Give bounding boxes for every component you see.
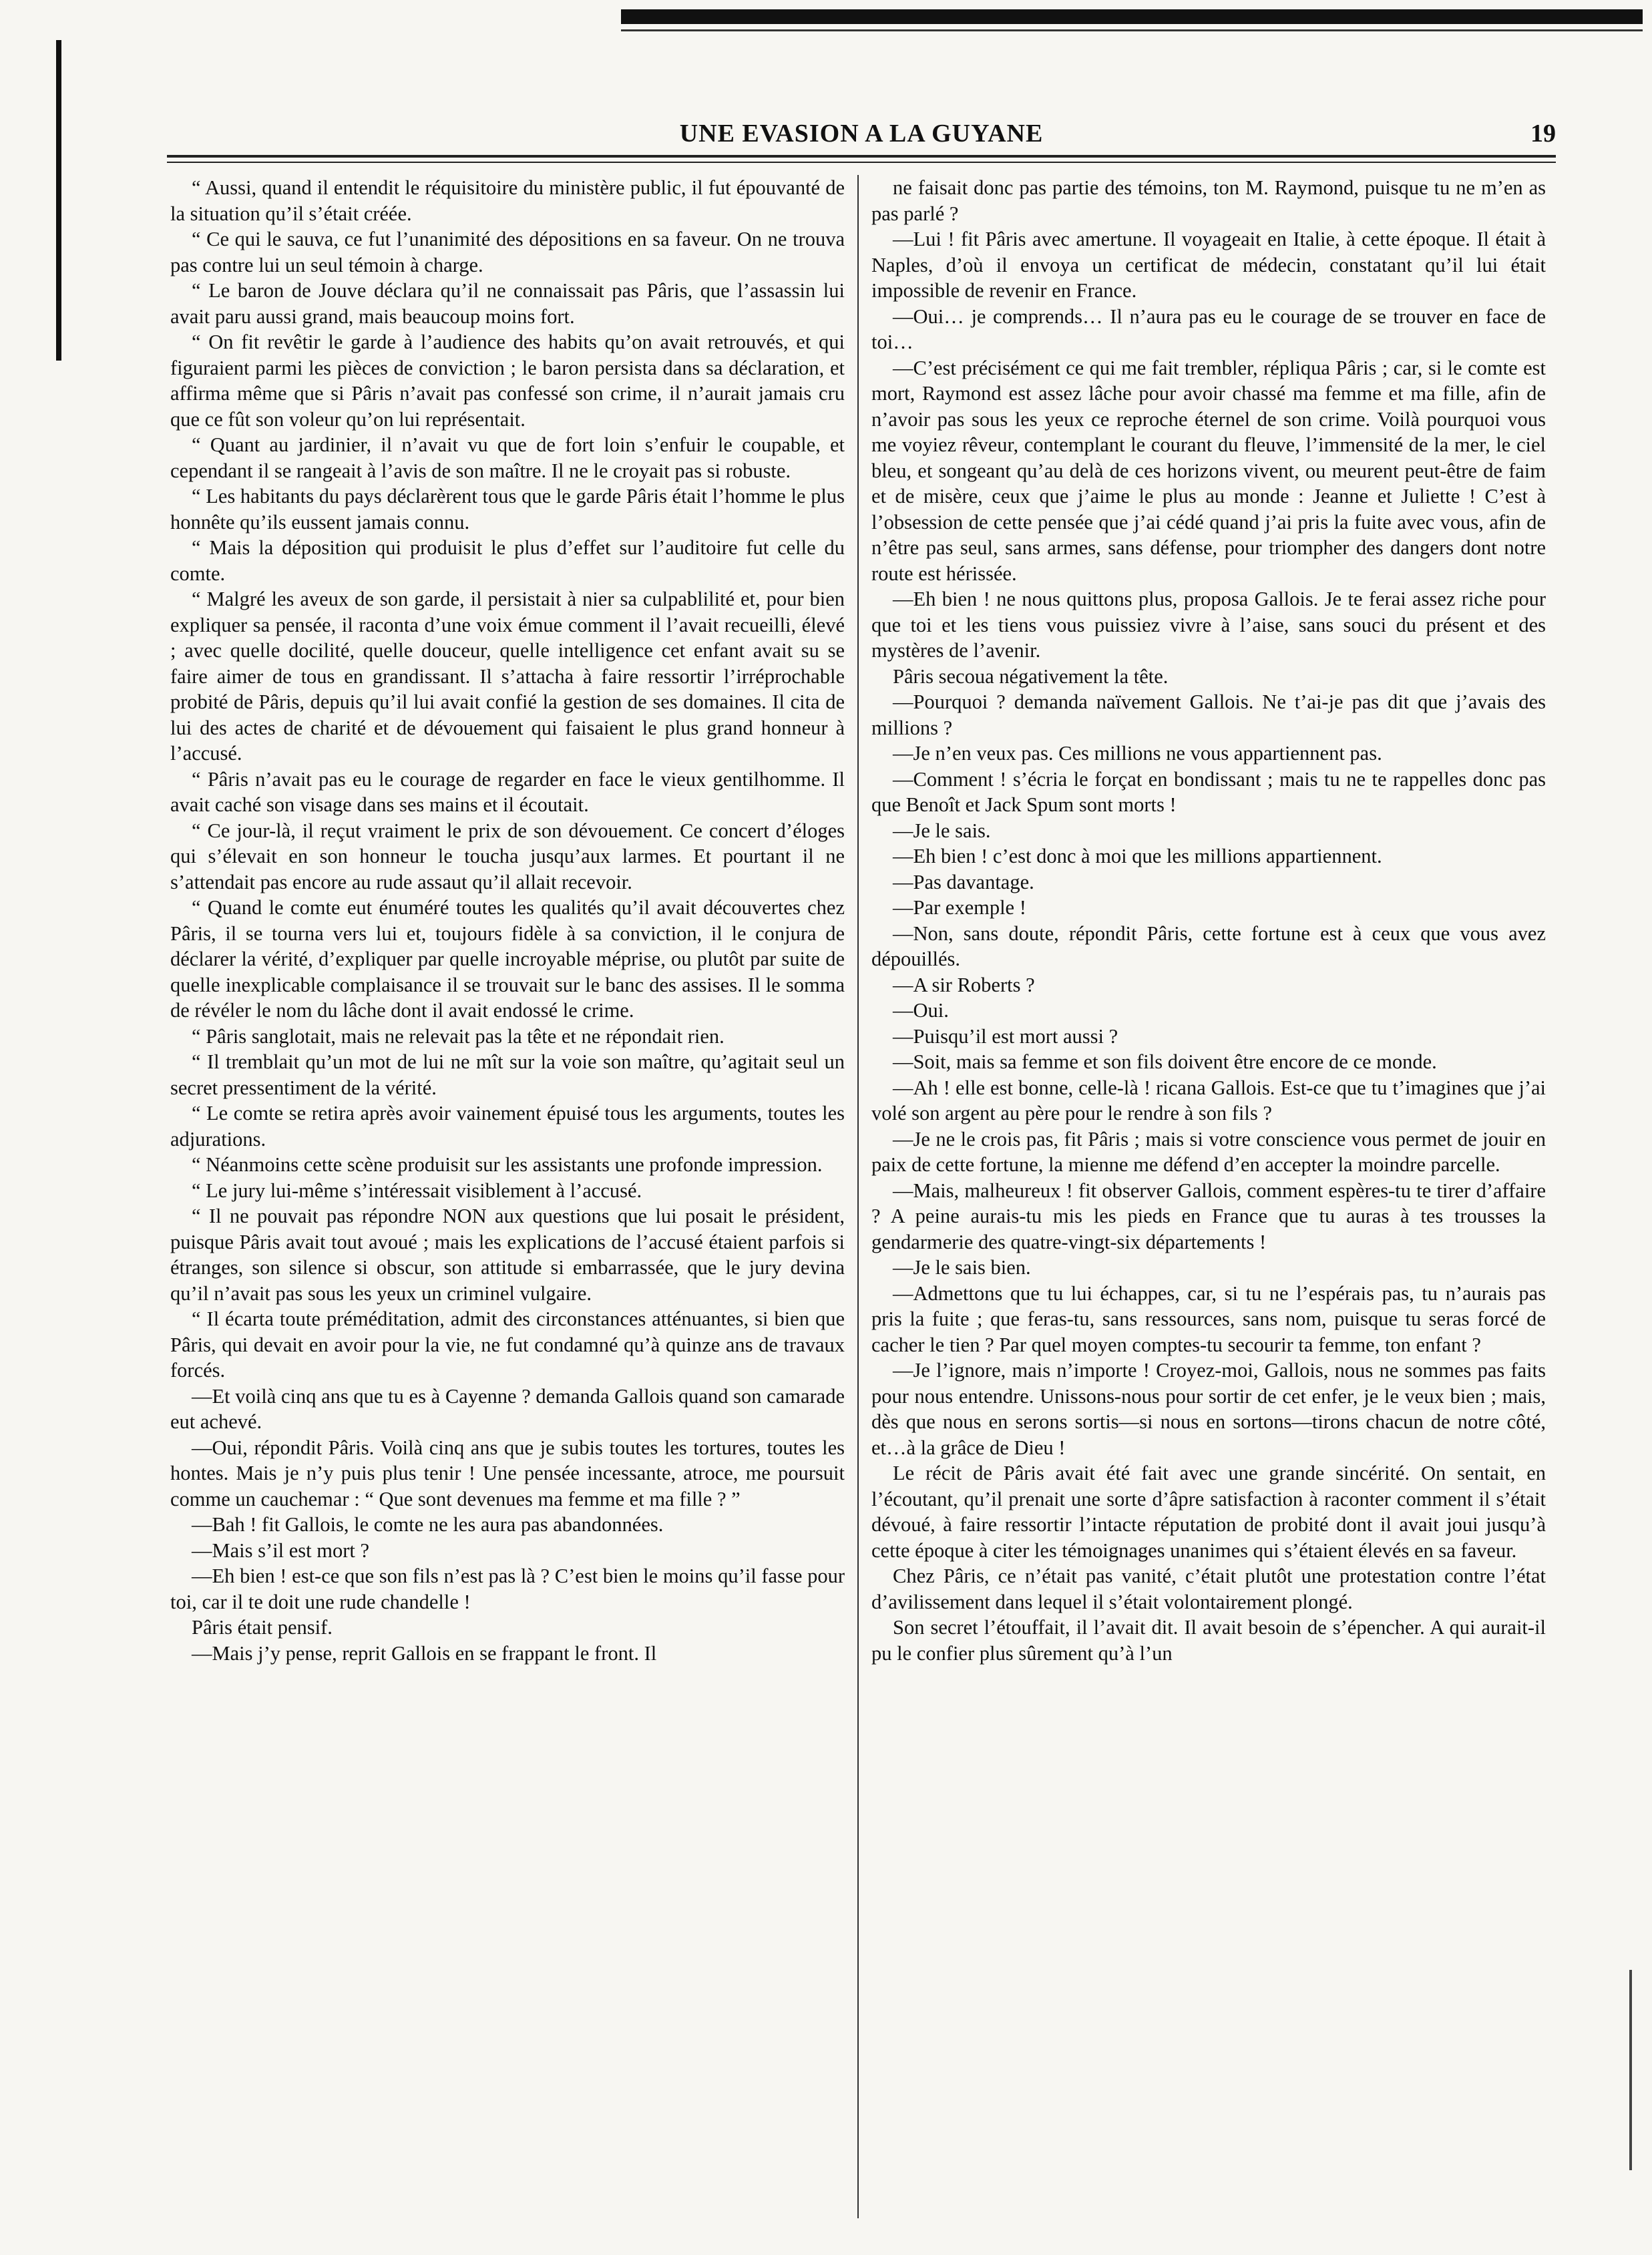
paragraph: —Oui, répondit Pâris. Voilà cinq ans que je subis toutes les tortures, toutes les hontes. Mais je n’y puis plus tenir ! Une pensée incessante, atroce, me poursuit comme un cauchemar : “ Que sont devenues ma femme et ma fille ? ” bbox=[170, 1436, 845, 1510]
paragraph: “ Néanmoins cette scène produisit sur les assistants une profonde impression. bbox=[192, 1153, 823, 1176]
top-border-bar bbox=[621, 9, 1643, 24]
paragraph: —Oui. bbox=[893, 999, 949, 1022]
paragraph: Le récit de Pâris avait été fait avec une grande sincérité. On sentait, en l’écoutant, qu’il prenait une sorte d’âpre satisfaction à raconter comment il s’était dévoué, à faire ressortir l’intacte réputation de probité dont il avait joui jusqu’à cette époque à citer les témoignages unanimes qui s’étaient élevés en sa faveur. bbox=[871, 1462, 1546, 1562]
paragraph: Chez Pâris, ce n’était pas vanité, c’était plutôt une protestation contre l’état d’avilissement dans lequel il s’était volontairement plongé. bbox=[871, 1565, 1546, 1613]
paragraph: —Je le sais. bbox=[893, 819, 991, 842]
paragraph: —Mais s’il est mort ? bbox=[192, 1539, 369, 1562]
paragraph: “ Les habitants du pays déclarèrent tous que le garde Pâris était l’homme le plus honnête qu’ils eussent jamais connu. bbox=[170, 485, 845, 534]
paragraph: —Par exemple ! bbox=[893, 896, 1026, 919]
top-border-line bbox=[621, 29, 1643, 31]
left-column bbox=[170, 175, 845, 2218]
paragraph: “ Pâris n’avait pas eu le courage de regarder en face le vieux gentilhomme. Il avait caché son visage dans ses mains et il écoutait. bbox=[170, 767, 845, 816]
paragraph: —Eh bien ! c’est donc à moi que les millions appartiennent. bbox=[893, 845, 1382, 867]
paragraph: “ Mais la déposition qui produisit le plus d’effet sur l’auditoire fut celle du comte. bbox=[170, 536, 845, 585]
paragraph: “ Ce qui le sauva, ce fut l’unanimité des dépositions en sa faveur. On ne trouva pas contre lui un seul témoin à charge. bbox=[170, 228, 845, 276]
paragraph: “ Quand le comte eut énuméré toutes les qualités qu’il avait découvertes chez Pâris, il se tourna vers lui et, toujours fidèle à sa conviction, il le conjura de déclarer la vérité, d’expliquer par quelle incroyable méprise, ou plutôt par suite de quelle inexplicable complaisance il se trouvait sur le banc des assises. Il le somma de révéler le nom du lâche dont il avait endossé le crime. bbox=[170, 896, 845, 1022]
paragraph: Pâris secoua négativement la tête. bbox=[893, 664, 1169, 688]
binding-edge bbox=[56, 40, 61, 361]
paragraph: “ Le jury lui-même s’intéressait visiblement à l’accusé. bbox=[192, 1179, 642, 1202]
paragraph: —Mais, malheureux ! fit observer Gallois, comment espères-tu te tirer d’affaire ? A peine aurais-tu mis les pieds en France que tu auras à tes trousses la gendarmerie des quatre-vingt-six départements ! bbox=[871, 1179, 1546, 1253]
running-title: UNE EVASION A LA GUYANE bbox=[679, 120, 1044, 148]
paragraph: —Je n’en veux pas. Ces millions ne vous appartiennent pas. bbox=[893, 742, 1382, 765]
header-rule-thick bbox=[167, 155, 1556, 158]
paragraph: —A sir Roberts ? bbox=[893, 973, 1035, 996]
paragraph: “ Il tremblait qu’un mot de lui ne mît sur la voie son maître, qu’agitait seul un secret pressentiment de la vérité. bbox=[170, 1050, 845, 1099]
paragraph: —Puisqu’il est mort aussi ? bbox=[893, 1024, 1118, 1048]
paragraph: —Et voilà cinq ans que tu es à Cayenne ? demanda Gallois quand son camarade eut achevé. bbox=[170, 1384, 845, 1433]
column-divider bbox=[857, 175, 859, 2218]
paragraph: Pâris était pensif. bbox=[192, 1616, 333, 1639]
paragraph: —Admettons que tu lui échappes, car, si tu ne l’espérais pas, tu n’aurais pas pris la fuite ; que feras-tu, sans ressources, sans nom, puisque tu seras forcé de cacher le tien ? Par quel moyen comptes-tu secourir ta femme, ton enfant ? bbox=[871, 1281, 1546, 1356]
paragraph: “ Malgré les aveux de son garde, il persistait à nier sa culpablilité et, pour bien expliquer sa pensée, il raconta d’une voix émue comment il l’avait recueilli, élevé ; avec quelle docilité, quelle douceur, quelle intelligence cet enfant avait su se faire aimer de tous en grandissant. Il s’attacha à faire ressortir l’irréprochable probité de Pâris, depuis qu’il lui avait confié la gestion de ses domaines. Il cita de lui des actes de charité et de dévouement qui faisaient le plus grand honneur à l’accusé. bbox=[170, 588, 845, 765]
paragraph: “ On fit revêtir le garde à l’audience des habits qu’on avait retrouvés, et qui figuraient parmi les pièces de conviction ; le baron persista dans sa déclaration, et affirma même que si Pâris n’avait pas confessé son crime, il n’aurait jamais cru que ce fût son voleur qu’on lui représentait. bbox=[170, 331, 845, 431]
paragraph: —C’est précisément ce qui me fait trembler, répliqua Pâris ; car, si le comte est mort, Raymond est assez lâche pour avoir chassé ma femme et ma fille, afin de n’avoir pas sous les yeux ce reproche éternel de son crime. Voilà pourquoi vous me voyiez rêveur, contemplant le courant du fleuve, l’immensité de la mer, le ciel bleu, et songeant qu’au delà de ces horizons vivent, ou meurent peut-être de faim et de misère, ceux que j’aime le plus au monde : Jeanne et Juliette ! C’est à l’obsession de cette pensée que j’ai cédé quand j’ai pris la fuite avec vous, afin de n’être pas seul, sans armes, sans défense, pour triompher des dangers dont notre route est hérissée. bbox=[871, 356, 1546, 585]
paragraph: “ Pâris sanglotait, mais ne relevait pas la tête et ne répondait rien. bbox=[192, 1024, 725, 1048]
paragraph: —Bah ! fit Gallois, le comte ne les aura pas abandonnées. bbox=[192, 1513, 664, 1536]
paragraph: —Pourquoi ? demanda naïvement Gallois. Ne t’ai-je pas dit que j’avais des millions ? bbox=[871, 690, 1546, 739]
paragraph: —Oui… je comprends… Il n’aura pas eu le courage de se trouver en face de toi… bbox=[871, 304, 1546, 353]
header-rule-thin bbox=[167, 162, 1556, 163]
paragraph: —Soit, mais sa femme et son fils doivent être encore de ce monde. bbox=[893, 1050, 1437, 1073]
paragraph: “ Aussi, quand il entendit le réquisitoire du ministère public, il fut épouvanté de la situation qu’il s’était créée. bbox=[170, 176, 845, 225]
paragraph: Son secret l’étouffait, il l’avait dit. Il avait besoin de s’épencher. A qui aurait-il pu le confier plus sûrement qu’à l’un bbox=[871, 1616, 1546, 1665]
paragraph: “ Le comte se retira après avoir vainement épuisé tous les arguments, toutes les adjurations. bbox=[170, 1102, 845, 1151]
paragraph: “ Ce jour-là, il reçut vraiment le prix de son dévouement. Ce concert d’éloges qui s’élevait en son honneur le toucha jusqu’aux larmes. Et pourtant il ne s’attendait pas encore au rude assaut qu’il allait recevoir. bbox=[170, 819, 845, 893]
paragraph: “ Quant au jardinier, il n’avait vu que de fort loin s’enfuir le coupable, et cependant il se rangeait à l’avis de son maître. Il ne le croyait pas si robuste. bbox=[170, 433, 845, 482]
paragraph: —Non, sans doute, répondit Pâris, cette fortune est à ceux que vous avez dépouillés. bbox=[871, 921, 1546, 970]
page-number: 19 bbox=[1530, 120, 1556, 148]
paragraph: —Mais j’y pense, reprit Gallois en se frappant le front. Il bbox=[192, 1641, 657, 1665]
paragraph: —Je l’ignore, mais n’importe ! Croyez-moi, Gallois, nous ne sommes pas faits pour nous entendre. Unissons-nous pour sortir de cet enfer, je le veux bien ; mais, dès que nous en serons sortis—si nous en sortons—tirons chacun de notre côté, et…à la grâce de Dieu ! bbox=[871, 1359, 1546, 1459]
paragraph: “ Il écarta toute préméditation, admit des circonstances atténuantes, si bien que Pâris, qui devait en avoir pour la vie, ne fut condamné qu’à quinze ans de travaux forcés. bbox=[170, 1307, 845, 1382]
page-header bbox=[167, 119, 1556, 152]
paragraph: —Ah ! elle est bonne, celle-là ! ricana Gallois. Est-ce que tu t’imagines que j’ai volé son argent au père pour le rendre à son fils ? bbox=[871, 1076, 1546, 1124]
paragraph: —Je ne le crois pas, fit Pâris ; mais si votre conscience vous permet de jouir en paix de cette fortune, la mienne me défend d’en accepter la moindre parcelle. bbox=[871, 1127, 1546, 1176]
right-column bbox=[871, 175, 1546, 2218]
paragraph: —Je le sais bien. bbox=[893, 1256, 1031, 1279]
paragraph: —Pas davantage. bbox=[893, 870, 1034, 893]
paragraph: —Eh bien ! est-ce que son fils n’est pas là ? C’est bien le moins qu’il fasse pour toi, car il te doit une rude chandelle ! bbox=[170, 1565, 845, 1613]
paragraph: —Lui ! fit Pâris avec amertune. Il voyageait en Italie, à cette époque. Il était à Naples, d’où il envoya un certificat de médecin, constatant qu’il lui était impossible de revenir en France. bbox=[871, 228, 1546, 302]
paragraph: ne faisait donc pas partie des témoins, ton M. Raymond, puisque tu ne m’en as pas parlé ? bbox=[871, 176, 1546, 225]
paragraph: —Eh bien ! ne nous quittons plus, proposa Gallois. Je te ferai assez riche pour que toi et les tiens vous puissiez vivre à l’aise, sans souci du présent et des mystères de l’avenir. bbox=[871, 588, 1546, 662]
paragraph: —Comment ! s’écria le forçat en bondissant ; mais tu ne te rappelles donc pas que Benoît et Jack Spum sont morts ! bbox=[871, 767, 1546, 816]
paragraph: “ Il ne pouvait pas répondre NON aux questions que lui posait le président, puisque Pâris avait tout avoué ; mais les explications de l’accusé étaient parfois si étranges, son silence si obscur, son attitude si embarrassée, que le jury devina qu’il n’avait pas sous les yeux un criminel vulgaire. bbox=[170, 1205, 845, 1305]
paragraph: “ Le baron de Jouve déclara qu’il ne connaissait pas Pâris, que l’assassin lui avait paru aussi grand, mais beaucoup moins fort. bbox=[170, 279, 845, 328]
page-edge-mark bbox=[1629, 1970, 1632, 2170]
